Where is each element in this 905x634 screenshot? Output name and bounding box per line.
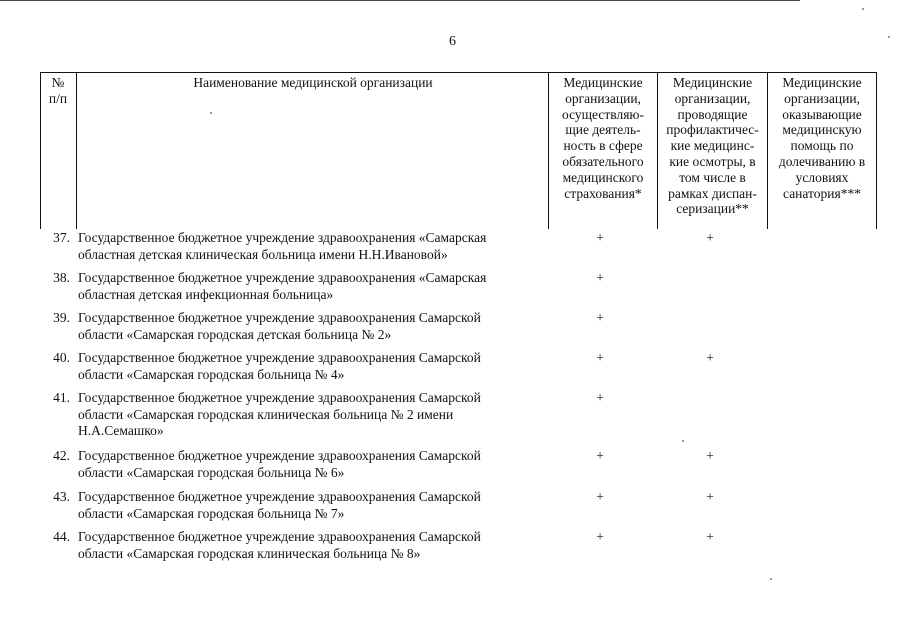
header-divider [548,73,549,229]
header-text: п/п [48,90,68,106]
insurance-mark: + [596,350,604,365]
header-text: долечиванию в [778,153,866,169]
header-text: организации, [674,90,751,106]
name-line: области «Самарская городская детская больница № 2» [78,326,392,342]
header-text: рамках диспан- [668,185,757,201]
header-divider [40,73,41,229]
name-line: Государственное бюджетное учреждение здравоохранения «Самарская [78,230,487,245]
header-text: медицинского [562,169,644,185]
name-line: области «Самарская городская больница № 4» [78,366,345,382]
name-line: Государственное бюджетное учреждение здравоохранения Самарской [78,390,481,405]
row-number: 41. [53,390,70,405]
header-col-checkups [659,75,766,217]
insurance-mark: + [596,230,604,245]
header-divider [657,73,658,229]
header-col-insurance [550,75,656,201]
header-text: медицинскую [782,122,862,138]
header-text: Наименование медицинской организации [193,75,433,90]
header-text: профилактичес- [666,122,759,138]
row-number: 43. [53,489,70,504]
header-text: том числе в [679,169,746,185]
checkup-mark: + [706,350,714,365]
row-number: 40. [53,350,70,365]
name-line: Н.А.Семашко» [78,423,164,438]
header-text: кие осмотры, в [669,153,756,169]
header-text: санатория*** [783,185,861,201]
row-number: 39. [53,310,70,325]
name-line: области «Самарская городская клиническая больница № 2 имени [78,406,454,422]
insurance-mark: + [596,448,604,463]
header-text: страхования* [564,185,642,201]
insurance-mark: + [596,489,604,504]
name-line: области «Самарская городская больница № 7» [78,505,345,521]
header-text: Медицинские [563,75,643,90]
name-line: области «Самарская городская клиническая больница № 8» [78,545,421,561]
scan-speck [888,36,890,38]
header-col-sanatorium [769,75,875,201]
header-text: обязательного [562,153,644,169]
name-line: Государственное бюджетное учреждение здравоохранения «Самарская [78,270,487,285]
header-text: № [51,75,65,90]
header-text: кие медицинс- [670,138,755,154]
name-line: областная детская клиническая больница имени Н.Н.Ивановой» [78,246,448,262]
insurance-mark: + [596,529,604,544]
header-name-cell [80,75,546,91]
organization-name [78,448,548,481]
name-line: Государственное бюджетное учреждение здравоохранения Самарской [78,350,481,365]
header-text: организации, [784,90,860,106]
checkup-mark: + [706,230,714,245]
header-text: ность в сфере [563,138,643,154]
organization-name [78,529,548,562]
checkup-mark: + [706,529,714,544]
name-line: областная детская инфекционная больница» [78,286,334,302]
organization-name [78,350,548,383]
scan-speck [210,112,212,114]
row-number: 37. [53,230,70,245]
insurance-mark: + [596,270,604,285]
scan-speck [682,440,684,442]
header-text: Медицинские [782,75,862,90]
name-line: Государственное бюджетное учреждение здравоохранения Самарской [78,448,481,463]
top-rule [0,0,800,1]
header-divider [876,73,877,229]
header-text: условиях [795,169,849,185]
checkup-mark: + [706,448,714,463]
header-text: щие деятель- [565,122,641,138]
header-text: осуществляю- [562,106,644,122]
header-text: серизации** [676,201,749,217]
header-text: проводящие [677,106,748,122]
header-number-cell [42,75,74,107]
header-text: оказывающие [782,106,862,122]
organization-name [78,489,548,522]
row-number: 42. [53,448,70,463]
insurance-mark: + [596,390,604,405]
header-text: помощь по [790,138,854,154]
header-divider [76,73,77,229]
header-divider [767,73,768,229]
header-text: Медицинские [672,75,753,90]
insurance-mark: + [596,310,604,325]
name-line: области «Самарская городская больница № 6» [78,464,345,480]
row-number: 38. [53,270,70,285]
organization-name [78,270,548,303]
name-line: Государственное бюджетное учреждение здравоохранения Самарской [78,310,481,325]
organization-name [78,390,548,440]
organization-name [78,310,548,343]
page-number: 6 [449,34,456,49]
header-text: организации, [565,90,641,106]
scan-speck [770,578,772,580]
name-line: Государственное бюджетное учреждение здравоохранения Самарской [78,489,481,504]
row-number: 44. [53,529,70,544]
scan-speck [862,8,864,10]
checkup-mark: + [706,489,714,504]
name-line: Государственное бюджетное учреждение здравоохранения Самарской [78,529,481,544]
organization-name [78,230,548,263]
table-header [40,72,877,229]
